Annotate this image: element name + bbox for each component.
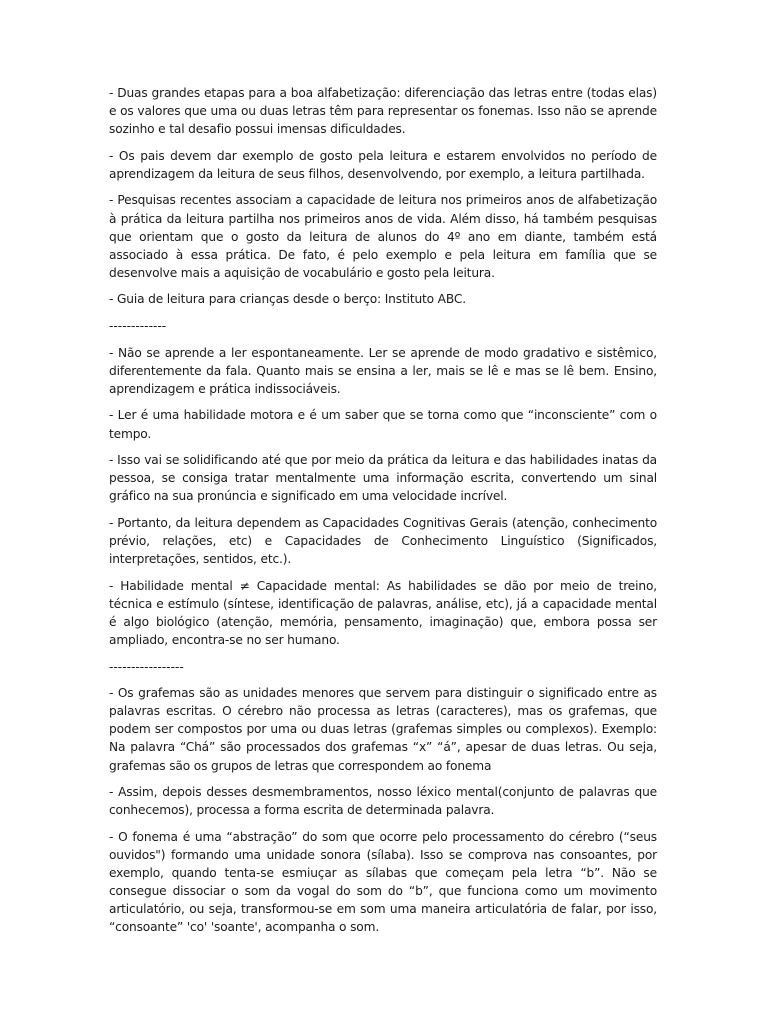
paragraph-pesquisas-recentes: - Pesquisas recentes associam a capacidade de leitura nos primeiros anos de alfabetização à prática da leitura partilha nos primeiros anos de vida. Além disso, há também pesquisas que orientam que o gosto da leitura de alunos do 4º ano em diante, também está associado à essa prática. De fato, é pelo exemplo e pela leitura em família que se desenvolve mais a aquisição de vocabulário e gosto pela leitura. — [109, 193, 657, 280]
paragraph-alfabetizacao-etapas: - Duas grandes etapas para a boa alfabetização: diferenciação das letras entre (todas elas) e os valores que uma ou duas letras têm para representar os fonemas. Isso não se aprende sozinho e tal desafio possui imensas dificuldades. — [109, 86, 657, 137]
separator-line: ----------------- — [109, 659, 184, 674]
paragraph-solidificando: - Isso vai se solidificando até que por meio da prática da leitura e das habilidades inatas da pessoa, se consiga tratar mentalmente uma informação escrita, convertendo um sinal gráfico na sua pronúncia e significado em uma velocidade incrível. — [109, 453, 657, 504]
paragraph-grafemas: - Os grafemas são as unidades menores que servem para distinguir o significado entre as palavras escritas. O cérebro não processa as letras (caracteres), mas os grafemas, que podem ser compostos por uma ou duas letras (grafemas simples ou complexos). Exemplo: Na palavra “Chá” são processados dos grafemas “x” “á”, apesar de duas letras. Ou seja, grafemas são os grupos de letras que correspondem ao fonema — [109, 686, 657, 773]
paragraph-pais-exemplo: - Os pais devem dar exemplo de gosto pela leitura e estarem envolvidos no período de aprendizagem da leitura de seus filhos, desenvolvendo, por exemplo, a leitura partilhada. — [109, 148, 657, 181]
paragraph-nao-se-aprende: - Não se aprende a ler espontaneamente. Ler se aprende de modo gradativo e sistêmico, diferentemente da fala. Quanto mais se ensina a ler, mais se lê e mas se lê bem. Ensino, aprendizagem e prática indissociáveis. — [109, 345, 657, 396]
paragraph-habilidade-mental: - Habilidade mental ≠ Capacidade mental: As habilidades se dão por meio de treino, técnica e estímulo (síntese, identificação de palavras, análise, etc), já a capacidade mental é algo biológico (atenção, memória, pensamento, imaginação) que, embora possa ser ampliado, encontra-se no ser humano. — [109, 578, 657, 647]
paragraph-capacidades: - Portanto, da leitura dependem as Capacidades Cognitivas Gerais (atenção, conhecimento prévio, relações, etc) e Capacidades de Conhecimento Linguístico (Significados, interpretações, sentidos, etc.). — [109, 515, 657, 567]
document-page — [109, 84, 657, 945]
paragraph-habilidade-motora: - Ler é uma habilidade motora e é um saber que se torna como que “inconsciente” com o tempo. — [109, 408, 657, 441]
paragraph-lexico-mental: - Assim, depois desses desmembramentos, nosso léxico mental(conjunto de palavras que conhecemos), processa a forma escrita de determinada palavra. — [109, 785, 657, 818]
paragraph-fonema: - O fonema é uma “abstração” do som que ocorre pelo processamento do cérebro (“seus ouvidos") formando uma unidade sonora (sílaba). Isso se comprova nas consoantes, por exemplo, quando tenta-se esmiuçar as sílabas que começam pela letra “b”. Não se consegue dissociar o som da vogal do som do “b”, que funciona como um movimento articulatório, ou seja, transformou-se em som uma maneira articulatória de falar, por isso, “consoante” 'co' 'soante', acompanha o som. — [109, 829, 657, 935]
separator-line: ------------- — [109, 319, 167, 334]
paragraph-guia-leitura: - Guia de leitura para crianças desde o berço: Instituto ABC. — [109, 292, 466, 307]
